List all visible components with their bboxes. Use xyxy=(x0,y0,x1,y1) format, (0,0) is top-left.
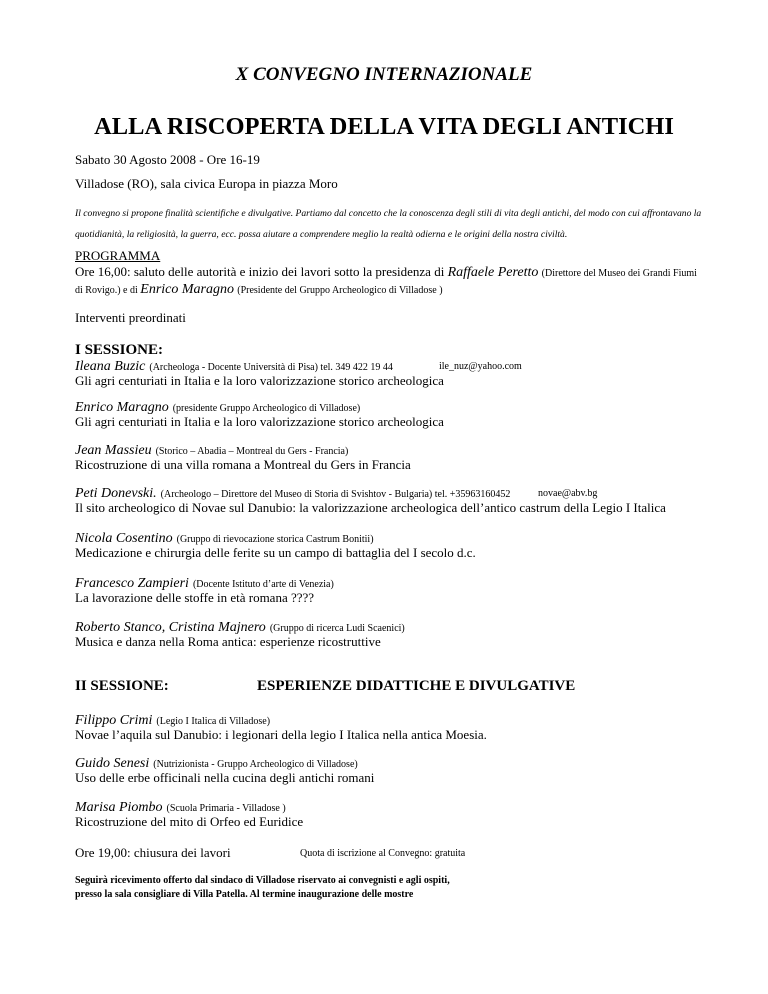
speaker-affiliation: (presidente Gruppo Archeologico di Villadose) xyxy=(172,403,361,414)
speaker-affiliation: (Docente Istituto d’arte di Venezia) xyxy=(192,579,334,590)
speaker-affiliation: (Archeologo – Direttore del Museo di Storia di Svishtov - Bulgaria) tel. +35963160452 xyxy=(160,489,511,500)
session2-heading: II SESSIONE: xyxy=(75,678,169,694)
talk-title: La lavorazione delle stoffe in età romana ???? xyxy=(75,590,315,605)
chair2-name: Enrico Maragno xyxy=(140,282,234,297)
chair1-affiliation-cont: di Rovigo.) e di xyxy=(75,285,141,296)
speaker-name: Ileana Buzic xyxy=(75,359,146,374)
talk-title: Uso delle erbe officinali nella cucina degli antichi romani xyxy=(75,770,375,785)
talk-title: Il sito archeologico di Novae sul Danubio: la valorizzazione archeologica dell’antico castrum della Legio I Italica xyxy=(75,500,666,515)
session2-subheading: ESPERIENZE DIDATTICHE E DIVULGATIVE xyxy=(257,678,576,694)
interventi-label: Interventi preordinati xyxy=(75,310,186,325)
opening-line-cont xyxy=(75,281,443,298)
talk-title: Medicazione e chirurgia delle ferite su un campo di battaglia del I secolo d.c. xyxy=(75,545,476,560)
conference-edition: X CONVEGNO INTERNAZIONALE xyxy=(235,64,533,85)
talk-title: Musica e danza nella Roma antica: esperienze ricostruttive xyxy=(75,634,381,649)
speaker-affiliation: (Nutrizionista - Gruppo Archeologico di Villadose) xyxy=(153,759,358,770)
speaker-name: Roberto Stanco, Cristina Majnero xyxy=(75,620,266,635)
opening-prefix: Ore 16,00: saluto delle autorità e inizio dei lavori sotto la presidenza di xyxy=(75,264,448,279)
closing-time: Ore 19,00: chiusura dei lavori xyxy=(75,845,231,860)
talk-title: Novae l’aquila sul Danubio: i legionari della legio I Italica nella antica Moesia. xyxy=(75,727,487,742)
conference-title: ALLA RISCOPERTA DELLA VITA DEGLI ANTICHI xyxy=(94,113,674,140)
speaker-affiliation: (Storico – Abadia – Montreal du Gers - Francia) xyxy=(155,446,349,457)
speaker-name: Guido Senesi xyxy=(75,756,150,771)
date-line: Sabato 30 Agosto 2008 - Ore 16-19 xyxy=(75,152,260,167)
speaker-affiliation: (Gruppo di rievocazione storica Castrum Bonitii) xyxy=(176,534,374,545)
registration-fee: Quota di iscrizione al Convegno: gratuita xyxy=(300,848,466,859)
place-line: Villadose (RO), sala civica Europa in piazza Moro xyxy=(75,176,338,191)
reception-line-1: Seguirà ricevimento offerto dal sindaco di Villadose riservato ai convegnisti e agli ospiti, xyxy=(75,875,450,886)
speaker-affiliation: (Legio I Italica di Villadose) xyxy=(156,716,271,727)
speaker-affiliation: (Scuola Primaria - Villadose ) xyxy=(166,803,286,814)
chair1-name: Raffaele Peretto xyxy=(447,265,539,280)
talk-title: Gli agri centuriati in Italia e la loro valorizzazione storico archeologica xyxy=(75,373,444,388)
speaker-name: Marisa Piombo xyxy=(75,800,163,815)
chair1-affiliation: (Direttore del Museo dei Grandi Fiumi xyxy=(541,268,697,279)
speaker-email: novae@abv.bg xyxy=(538,488,598,499)
talk-title: Ricostruzione di una villa romana a Montreal du Gers in Francia xyxy=(75,457,411,472)
intro-paragraph: Il convegno si propone finalità scientifiche e divulgative. Partiamo dal concetto che la conoscenza degli stili di vita degli antichi, del modo con cui affrontavano la quotidianità, la religiosità, la guerra, ecc. possa aiutare a comprendere meglio la realtà odierna e le origini della nostra civiltà. xyxy=(75,208,702,240)
programma-label: PROGRAMMA xyxy=(75,248,161,263)
opening-line xyxy=(75,264,697,281)
talk-title: Ricostruzione del mito di Orfeo ed Euridice xyxy=(75,814,304,829)
speaker-name: Peti Donevski. xyxy=(75,486,157,501)
reception-line-2: presso la sala consigliare di Villa Patella. Al termine inaugurazione delle mostre xyxy=(75,889,414,900)
speaker-name: Francesco Zampieri xyxy=(75,576,189,591)
speaker-email: ile_nuz@yahoo.com xyxy=(439,361,522,372)
speaker-affiliation: (Gruppo di ricerca Ludi Scaenici) xyxy=(269,623,405,634)
speaker-name: Filippo Crimi xyxy=(75,713,153,728)
speaker-affiliation: (Archeologa - Docente Università di Pisa) tel. 349 422 19 44 xyxy=(149,362,393,373)
speaker-name: Enrico Maragno xyxy=(75,400,169,415)
speaker-name: Jean Massieu xyxy=(75,443,152,458)
chair2-affiliation: (Presidente del Gruppo Archeologico di Villadose ) xyxy=(237,285,443,296)
session1-heading: I SESSIONE: xyxy=(75,342,163,358)
talk-title: Gli agri centuriati in Italia e la loro valorizzazione storico archeologica xyxy=(75,414,444,429)
speaker-name: Nicola Cosentino xyxy=(75,531,173,546)
